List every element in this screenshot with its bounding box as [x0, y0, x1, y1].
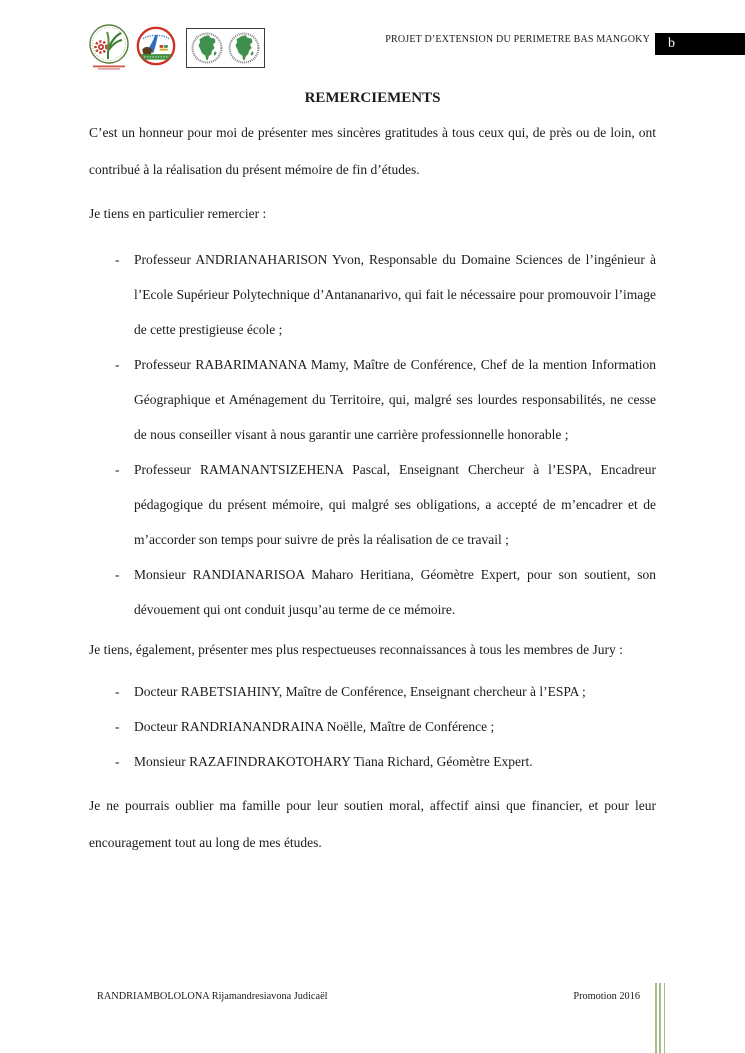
lead-paragraph-particular: Je tiens en particulier remercier : [89, 206, 267, 221]
dash-bullet: - [115, 684, 120, 699]
list-item [89, 744, 656, 779]
list-item [89, 674, 656, 709]
list-item-text: Professeur RABARIMANANA Mamy, Maître de Conférence, Chef de la mention Information Géographique et Aménagement du Territoire, qui, malgré ses lourdes responsabilités, ne cesse de nous conseiller visant à nous garantir une carrière professionnelle honorable ; [134, 357, 656, 442]
list-item [89, 242, 656, 347]
running-header-title: PROJET D’EXTENSION DU PERIMETRE BAS MANGOKY [385, 34, 650, 45]
intro-paragraph: C’est un honneur pour moi de présenter mes sincères gratitudes à tous ceux qui, de près ou de loin, ont contribué à la réalisation du présent mémoire de fin d’études. [89, 125, 656, 177]
dash-bullet: - [115, 357, 120, 372]
african-development-fund-logo-icon [227, 31, 261, 65]
list-item-text: Professeur ANDRIANAHARISON Yvon, Responsable du Domaine Sciences de l’ingénieur à l’Ecole Supérieur Polytechnique d’Antananarivo, qui fait le nécessaire pour promouvoir l’image de cette prestigieuse école ; [134, 252, 656, 337]
document-content [89, 85, 656, 861]
development-bank-logos-box [186, 28, 265, 68]
ministry-agriculture-logo-icon [88, 24, 130, 70]
dash-bullet: - [115, 252, 120, 267]
list-item-text: Monsieur RANDIANARISOA Maharo Heritiana, Géomètre Expert, pour son soutient, son dévouement qui ont conduit jusqu’au terme de ce mémoire. [134, 567, 656, 617]
list-item-text: Monsieur RAZAFINDRAKOTOHARY Tiana Richard, Géomètre Expert. [134, 754, 533, 769]
closing-paragraph: Je ne pourrais oublier ma famille pour leur soutien moral, affectif ainsi que financier, et pour leur encouragement tout au long de mes études. [89, 798, 656, 850]
decorative-green-lines [655, 983, 665, 1053]
green-line [659, 983, 661, 1053]
list-item [89, 347, 656, 452]
footer-author-name: RANDRIAMBOLOLONA Rijamandresiavona Judicaël [97, 991, 328, 1002]
jury-list [89, 674, 656, 779]
list-item-text: Docteur RANDRIANANDRAINA Noëlle, Maître de Conférence ; [134, 719, 495, 734]
list-item-text: Docteur RABETSIAHINY, Maître de Conférence, Enseignant chercheur à l’ESPA ; [134, 684, 586, 699]
dash-bullet: - [115, 462, 120, 477]
list-item [89, 452, 656, 557]
dash-bullet: - [115, 719, 120, 734]
page-number-text: b [668, 36, 675, 51]
dash-bullet: - [115, 754, 120, 769]
thanks-list [89, 242, 656, 627]
dash-bullet: - [115, 567, 120, 582]
list-item [89, 709, 656, 744]
page-title: REMERCIEMENTS [304, 90, 441, 106]
bas-mangoky-project-logo-icon [136, 26, 176, 66]
footer-promotion: Promotion 2016 [573, 991, 640, 1002]
list-item-text: Professeur RAMANANTSIZEHENA Pascal, Enseignant Chercheur à l’ESPA, Encadreur pédagogique du présent mémoire, qui malgré ses obligations, a accepté de m’encadrer et de m’accorder son temps pour suivre de près la réalisation de ce travail ; [134, 462, 656, 547]
lead-paragraph-jury: Je tiens, également, présenter mes plus respectueuses reconnaissances à tous les membres de Jury : [89, 642, 623, 657]
page-number-marker [655, 33, 745, 55]
african-development-bank-logo-icon [190, 31, 224, 65]
header-logos [88, 24, 265, 70]
list-item [89, 557, 656, 627]
green-line [655, 983, 657, 1053]
green-line [664, 983, 666, 1053]
